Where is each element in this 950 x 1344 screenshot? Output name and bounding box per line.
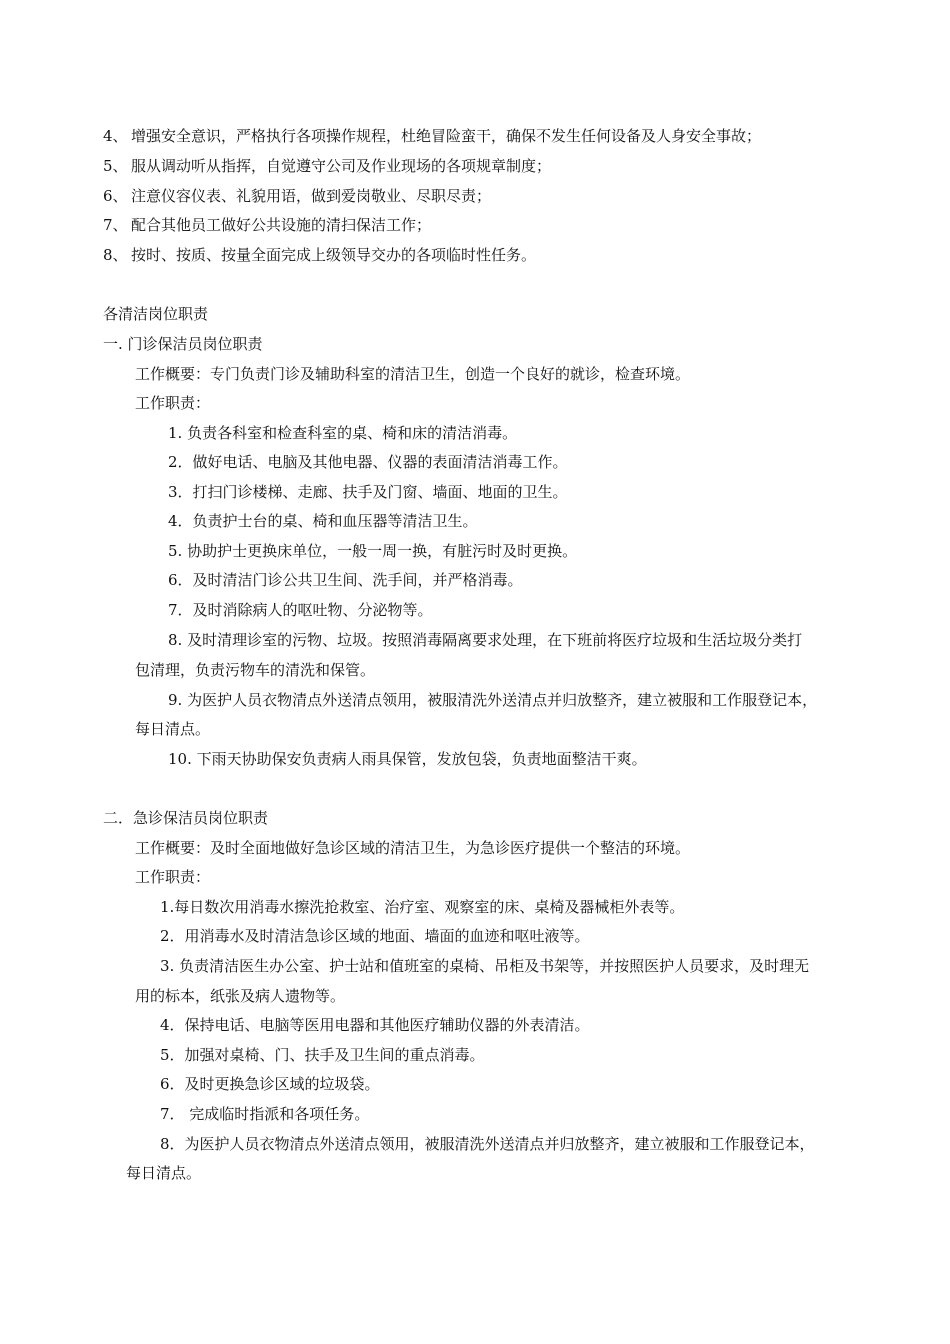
duty-item: 4．负责护士台的桌、椅和血压器等清洁卫生。	[168, 512, 478, 530]
duty-item: 7．及时消除病人的呕吐物、分泌物等。	[168, 601, 433, 619]
duty-item: 8. 及时清理诊室的污物、垃圾。按照消毒隔离要求处理，在下班前将医疗垃圾和生活垃圾分类打	[168, 631, 803, 649]
list-item-text: 按时、按质、按量全面完成上级领导交办的各项临时性任务。	[131, 246, 537, 264]
list-item	[103, 186, 491, 206]
list-item-text: 注意仪容仪表、礼貌用语，做到爱岗敬业、尽职尽责；	[131, 187, 492, 205]
duty-item: 6．及时更换急诊区域的垃圾袋。	[160, 1075, 380, 1093]
duty-item-continuation: 包清理，负责污物车的清洗和保管。	[135, 661, 376, 679]
work-overview: 工作概要：专门负责门诊及辅助科室的清洁卫生，创造一个良好的就诊，检查环境。	[135, 365, 691, 383]
duties-label: 工作职责：	[135, 394, 211, 412]
section-heading: 各清洁岗位职责	[103, 305, 209, 323]
duty-item: 6．及时清洁门诊公共卫生间、洗手间，并严格消毒。	[168, 571, 523, 589]
duty-item: 2．用消毒水及时清洁急诊区域的地面、墙面的血迹和呕吐液等。	[160, 927, 590, 945]
duty-item: 7． 完成临时指派和各项任务。	[160, 1105, 370, 1123]
section-title-outpatient: 一. 门诊保洁员岗位职责	[103, 335, 263, 353]
duty-item: 1. 负责各科室和检查科室的桌、椅和床的清洁消毒。	[168, 424, 518, 442]
list-item	[103, 126, 761, 146]
section-title-emergency: 二．急诊保洁员岗位职责	[103, 809, 269, 827]
duty-item-continuation: 用的标本，纸张及病人遗物等。	[135, 987, 346, 1005]
list-item	[103, 215, 431, 235]
list-item-number: 8、	[103, 246, 128, 264]
work-overview: 工作概要：及时全面地做好急诊区域的清洁卫生，为急诊医疗提供一个整洁的环境。	[135, 839, 691, 857]
list-item	[103, 156, 551, 176]
list-item-text: 服从调动听从指挥，自觉遵守公司及作业现场的各项规章制度；	[131, 157, 552, 175]
duty-item: 5. 协助护士更换床单位，一般一周一换，有脏污时及时更换。	[168, 542, 578, 560]
duty-item: 9. 为医护人员衣物清点外送清点领用，被服清洗外送清点并归放整齐，建立被服和工作服登记本，	[168, 691, 818, 709]
list-item-number: 6、	[103, 187, 128, 205]
duty-item: 4．保持电话、电脑等医用电器和其他医疗辅助仪器的外表清洁。	[160, 1016, 590, 1034]
duties-label: 工作职责：	[135, 868, 211, 886]
duty-item: 2．做好电话、电脑及其他电器、仪器的表面清洁消毒工作。	[168, 453, 568, 471]
list-item-text: 配合其他员工做好公共设施的清扫保洁工作；	[131, 216, 432, 234]
list-item-number: 5、	[103, 157, 128, 175]
duty-item: 3．打扫门诊楼梯、走廊、扶手及门窗、墙面、地面的卫生。	[168, 483, 568, 501]
list-item	[103, 245, 536, 265]
list-item-text: 增强安全意识，严格执行各项操作规程，杜绝冒险蛮干，确保不发生任何设备及人身安全事故；	[131, 127, 762, 145]
duty-item: 8．为医护人员衣物清点外送清点领用，被服清洗外送清点并归放整齐，建立被服和工作服登记本，	[160, 1135, 815, 1153]
list-item-number: 7、	[103, 216, 128, 234]
duty-item-continuation: 每日清点。	[126, 1164, 202, 1182]
duty-item: 5．加强对桌椅、门、扶手及卫生间的重点消毒。	[160, 1046, 485, 1064]
duty-item-continuation: 每日清点。	[135, 720, 211, 738]
duty-item: 1.每日数次用消毒水擦洗抢救室、治疗室、观察室的床、桌椅及器械柜外表等。	[160, 898, 685, 916]
duty-item: 10. 下雨天协助保安负责病人雨具保管，发放包袋，负责地面整洁干爽。	[168, 750, 647, 768]
list-item-number: 4、	[103, 127, 128, 145]
duty-item: 3. 负责清洁医生办公室、护士站和值班室的桌椅、吊柜及书架等，并按照医护人员要求，及时理无	[160, 957, 810, 975]
